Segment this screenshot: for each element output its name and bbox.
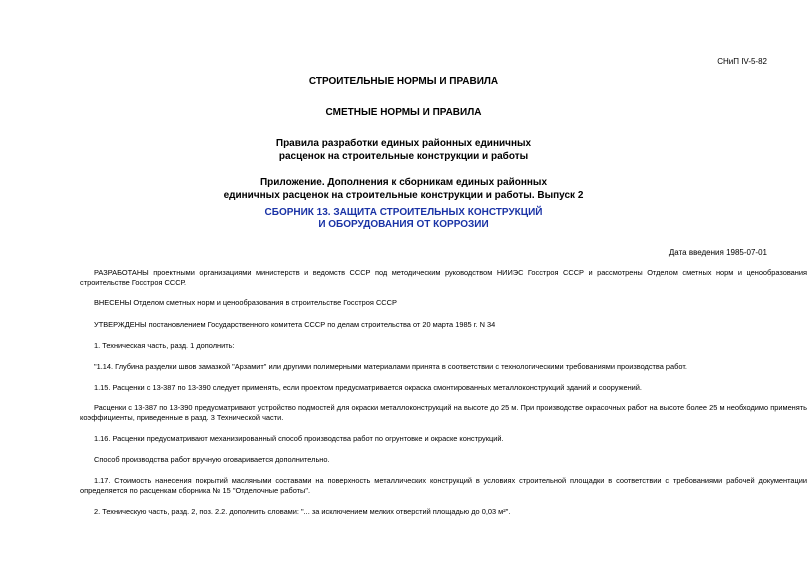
paragraph-text: Способ производства работ вручную оговаривается дополнительно. bbox=[94, 455, 330, 464]
paragraph-approved bbox=[80, 320, 807, 330]
subtitle: СМЕТНЫЕ НОРМЫ И ПРАВИЛА bbox=[325, 107, 482, 118]
paragraph-text: "1.14. Глубина разделки швов замазкой "Арзамит" или другими полимерными материалами принята в соответствии с технологическими требованиями производства работ. bbox=[94, 362, 687, 371]
paragraph-item-1 bbox=[80, 341, 807, 351]
paragraph-text: УТВЕРЖДЕНЫ постановлением Государственного комитета СССР по делам строительства от 20 марта 1985 г. N 34 bbox=[94, 320, 496, 329]
paragraph-developed bbox=[80, 268, 807, 288]
paragraph-text: ВНЕСЕНЫ Отделом сметных норм и ценообразования в строительстве Госстроя СССР bbox=[94, 298, 397, 307]
paragraph-text: 1. Техническая часть, разд. 1 дополнить: bbox=[94, 341, 235, 350]
paragraph-1-14 bbox=[80, 362, 807, 372]
paragraph-1-17 bbox=[80, 476, 807, 496]
paragraph-1-16 bbox=[80, 434, 807, 444]
appendix-title bbox=[0, 176, 807, 202]
paragraph-text: 1.16. Расценки предусматривают механизированный способ производства работ по огрунтовке и окраске конструкций. bbox=[94, 434, 504, 443]
paragraph-text: РАЗРАБОТАНЫ проектными организациями министерств и ведомств СССР под методическим руководством НИИЭС Госстроя СССР и рассмотрены Отделом сметных норм и ценообразования строительстве Госстроя СССР. bbox=[80, 268, 807, 287]
document-code: СНиП IV-5-82 bbox=[717, 57, 767, 66]
collection-title-line-1: СБОРНИК 13. ЗАЩИТА СТРОИТЕЛЬНЫХ КОНСТРУКЦИЙ bbox=[264, 207, 543, 218]
collection-title bbox=[0, 207, 807, 231]
rules-title-line-1: Правила разработки единых районных единичных bbox=[275, 138, 532, 149]
paragraph-text: 1.15. Расценки с 13-387 по 13-390 следует применять, если проектом предусматривается окраска смонтированных металлоконструкций зданий и сооружений. bbox=[94, 383, 642, 392]
paragraph-item-2 bbox=[80, 507, 807, 517]
main-title: СТРОИТЕЛЬНЫЕ НОРМЫ И ПРАВИЛА bbox=[308, 76, 499, 87]
appendix-title-line-1: Приложение. Дополнения к сборникам единых районных bbox=[259, 177, 548, 188]
rules-title-line-2: расценок на строительные конструкции и работы bbox=[278, 151, 529, 162]
paragraph-1-15 bbox=[80, 383, 807, 393]
date-intro: Дата введения 1985-07-01 bbox=[668, 248, 767, 257]
paragraph-manual bbox=[80, 455, 807, 465]
paragraph-text: 2. Техническую часть, разд. 2, поз. 2.2. дополнить словами: "... за исключением мелких отверстий площадью до 0,03 м²". bbox=[94, 507, 511, 516]
paragraph-text: 1.17. Стоимость нанесения покрытий масляными составами на поверхность металлических конструкций в условиях строительной площадки в соответствии с требованиями рабочей документации определяется по расценкам сборника № 15 "Отделочные работы". bbox=[80, 476, 807, 495]
paragraph-rates bbox=[80, 403, 807, 423]
paragraph-introduced bbox=[80, 298, 807, 308]
appendix-title-line-2: единичных расценок на строительные конструкции и работы. Выпуск 2 bbox=[223, 190, 584, 201]
rules-title bbox=[0, 137, 807, 163]
paragraph-text: Расценки с 13-387 по 13-390 предусматривают устройство подмостей для окраски металлоконструкций на высоте до 25 м. При производстве окрасочных работ на высоте более 25 м необходимо применять коэффициенты, приведенные в разд. 3 Технической части. bbox=[80, 403, 807, 422]
collection-title-line-2: И ОБОРУДОВАНИЯ ОТ КОРРОЗИИ bbox=[318, 219, 489, 230]
